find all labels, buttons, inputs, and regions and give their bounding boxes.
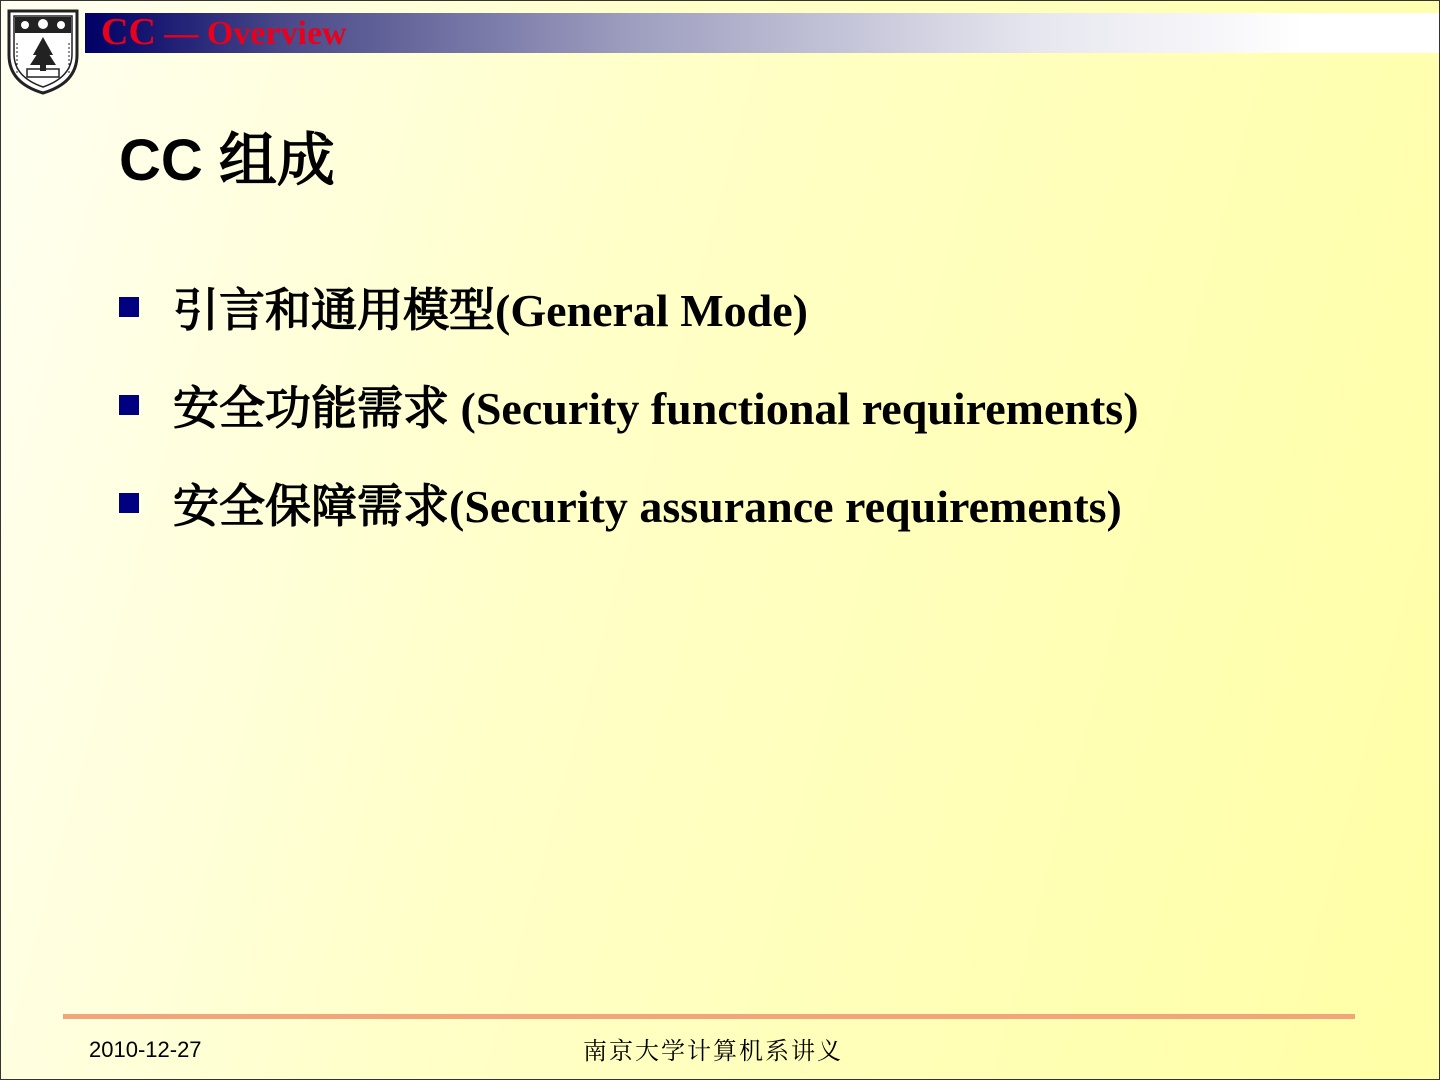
bullet-item — [119, 377, 1139, 433]
bullet-text: 引言和通用模型(General Mode) — [173, 285, 808, 336]
bullet-item — [119, 279, 1139, 335]
header-title-main: CC — [101, 11, 156, 53]
square-bullet-icon — [119, 297, 139, 317]
square-bullet-icon — [119, 493, 139, 513]
bullet-item — [119, 475, 1139, 531]
footer-course-label: 南京大学计算机系讲义 — [583, 1037, 843, 1065]
bullet-text: 安全保障需求(Security assurance requirements) — [173, 481, 1122, 532]
slide-title: CC 组成 — [119, 128, 335, 193]
bullet-list — [119, 279, 1139, 573]
footer-divider — [63, 1014, 1355, 1019]
header-title-rest: — Overview — [155, 15, 347, 52]
university-seal-icon — [3, 3, 83, 95]
header-title — [101, 7, 347, 57]
square-bullet-icon — [119, 395, 139, 415]
bullet-text: 安全功能需求 (Security functional requirements) — [173, 383, 1139, 434]
footer-date: 2010-12-27 — [89, 1037, 202, 1062]
